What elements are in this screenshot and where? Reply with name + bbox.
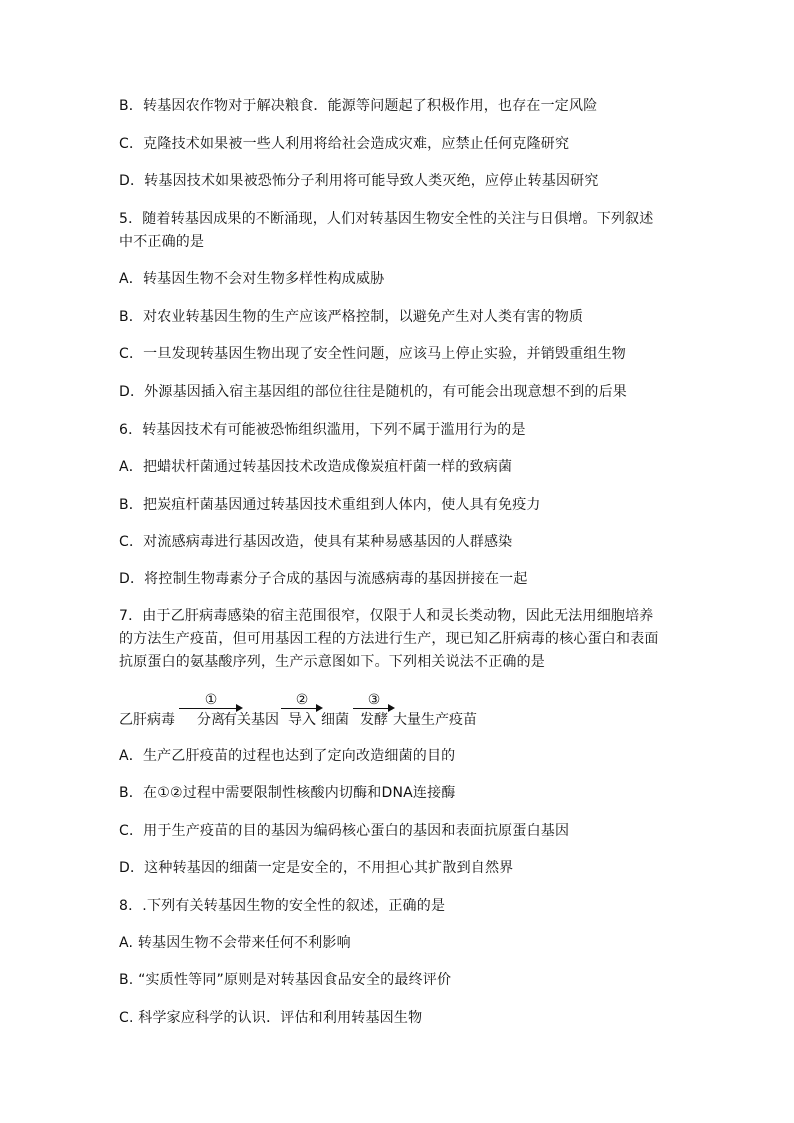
q8-option-a: A. 转基因生物不会带来任何不利影响	[119, 935, 351, 951]
flow-arrow-3	[353, 692, 395, 732]
step3-label: 发酵	[360, 712, 388, 728]
q6-option-b: B．把炭疽杆菌基因通过转基因技术重组到人体内，使人具有免疫力	[119, 497, 541, 513]
q5-option-d: D．外源基因插入宿主基因组的部位往往是随机的，有可能会出现意想不到的后果	[119, 384, 627, 400]
q5-option-c: C．一旦发现转基因生物出现了安全性问题，应该马上停止实验，并销毁重组生物	[119, 346, 626, 362]
q7-stem-line3: 抗原蛋白的氨基酸序列，生产示意图如下。下列相关说法不正确的是	[119, 654, 545, 670]
step1-label: 分离	[197, 712, 225, 728]
step2-number: ②	[295, 692, 309, 708]
flow-node-hepatitis-virus: 乙肝病毒	[119, 712, 175, 728]
q8-option-b: B. “实质性等同”原则是对转基因食品安全的最终评价	[119, 972, 452, 988]
q8-stem: 8．.下列有关转基因生物的安全性的叙述，正确的是	[119, 898, 446, 914]
q4-option-c: C．克隆技术如果被一些人利用将给社会造成灾难，应禁止任何克隆研究	[119, 136, 570, 152]
step1-number: ①	[204, 692, 218, 708]
q7-stem-line1: 7．由于乙肝病毒感染的宿主范围很窄，仅限于人和灵长类动物，因此无法用细胞培养	[119, 608, 654, 624]
q7-option-d: D．这种转基因的细菌一定是安全的，不用担心其扩散到自然界	[119, 860, 514, 876]
q5-stem-line2: 中不正确的是	[119, 234, 205, 250]
q4-option-d: D．转基因技术如果被恐怖分子利用将可能导致人类灭绝，应停止转基因研究	[119, 173, 599, 189]
step2-label: 导入	[288, 712, 316, 728]
q6-stem: 6．转基因技术有可能被恐怖组织滥用，下列不属于滥用行为的是	[119, 422, 526, 438]
q7-option-b: B．在①②过程中需要限制性核酸内切酶和DNA连接酶	[119, 785, 456, 801]
flow-arrow-2	[281, 692, 323, 732]
step3-number: ③	[367, 692, 381, 708]
q5-option-b: B．对农业转基因生物的生产应该严格控制，以避免产生对人类有害的物质	[119, 309, 584, 325]
q4-option-b: B．转基因农作物对于解决粮食．能源等问题起了积极作用，也存在一定风险	[119, 98, 598, 114]
q8-option-c: C. 科学家应科学的认识．评估和利用转基因生物	[119, 1010, 423, 1026]
q6-option-c: C．对流感病毒进行基因改造，使具有某种易感基因的人群感染	[119, 534, 513, 550]
q5-option-a: A．转基因生物不会对生物多样性构成威胁	[119, 271, 385, 287]
flow-node-related-genes: 有关基因	[223, 712, 279, 728]
flow-node-bacteria: 细菌	[321, 712, 349, 728]
q5-stem-line1: 5．随着转基因成果的不断涌现，人们对转基因生物安全性的关注与日俱增。下列叙述	[119, 211, 654, 227]
hepatitis-vaccine-flow-diagram	[119, 692, 679, 732]
q6-option-a: A．把蜡状杆菌通过转基因技术改造成像炭疽杆菌一样的致病菌	[119, 459, 513, 475]
q7-option-a: A．生产乙肝疫苗的过程也达到了定向改造细菌的目的	[119, 748, 456, 764]
q6-option-d: D．将控制生物毒素分子合成的基因与流感病毒的基因拼接在一起	[119, 571, 528, 587]
q7-stem-line2: 的方法生产疫苗，但可用基因工程的方法进行生产，现已知乙肝病毒的核心蛋白和表面	[119, 631, 659, 647]
flow-node-mass-vaccine-production: 大量生产疫苗	[393, 712, 477, 728]
q7-option-c: C．用于生产疫苗的目的基因为编码核心蛋白的基因和表面抗原蛋白基因	[119, 823, 570, 839]
